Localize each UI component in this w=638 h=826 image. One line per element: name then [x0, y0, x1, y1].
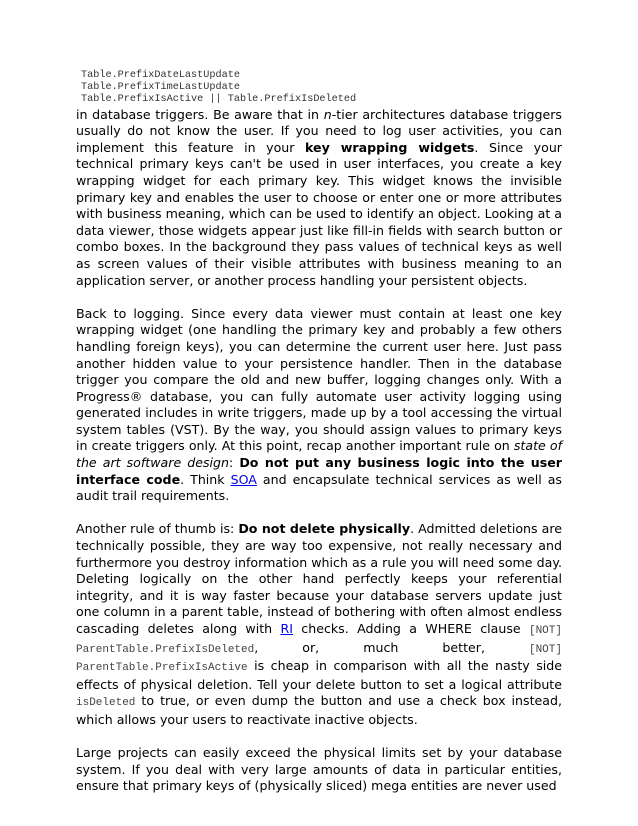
delete-rule: Do not delete physically	[238, 521, 411, 537]
code-isdeleted: [NOT] ParentTable.PrefixIsDeleted	[76, 625, 562, 656]
ri-link[interactable]: RI	[280, 621, 293, 637]
code-block	[76, 70, 562, 107]
soa-link[interactable]: SOA	[230, 471, 257, 487]
paragraph-large-projects: Large projects can easily exceed the physical limits set by your database system. If you deal with very large amounts of data in particular entities, ensure that primary keys of (physically sliced) mega entities are never used	[76, 745, 562, 794]
paragraph-delete: Another rule of thumb is: Do not delete physically. Admitted deletions are technically possible, they are way too expensive, not really necessary and furthermore you destroy information which as a rule you will need some day. Deleting logically on the other hand perfectly keeps your referential integrity, and it is way faster because your database servers update just one column in a parent table, instead of bothering with often almost endless cascading deletes along with RI checks. Adding a WHERE clause [NOT] ParentTable.PrefixIsDeleted, or, much better, [NOT] ParentTable.PrefixIsActive is cheap in comparison with all the nasty side effects of physical deletion. Tell your delete button to set a logical attribute isDeleted to true, or even dump the button and use a check box instead, which allows your users to reactivate inactive objects.	[76, 521, 562, 727]
business-logic-rule: Do not put any business logic into the user interface code	[76, 455, 563, 487]
code-line: Table.PrefixDateLastUpdate	[81, 70, 240, 81]
key-wrapping-widgets-term: key wrapping widgets	[305, 139, 475, 155]
code-isactive: [NOT] ParentTable.PrefixIsActive	[76, 643, 562, 675]
paragraph-logging: Back to logging. Since every data viewer must contain at least one key wrapping widget (one handling the primary key and probably a few others handling foreign keys), you can determine the current user here. Just pass another hidden value to your persistence handler. Then in the database trigger you compare the old and new buffer, logging changes only. With a Progress® database, you can fully automate user activity logging using generated includes in write triggers, made up by a tool accessing the virtual system tables (VST). By the way, you should assign values to primary keys in create triggers only. At this point, recap another important rule on state of the art software design: Do not put any business logic into the user interface code. Think SOA and encapsulate technical services as well as audit trail requirements.	[76, 305, 563, 504]
code-line: Table.PrefixTimeLastUpdate	[81, 82, 240, 94]
document-page	[76, 70, 562, 812]
paragraph-triggers: in database triggers. Be aware that in n-tier architectures database triggers usually do not know the user. If you need to log user activities, you can implement this feature in your key wrapping widgets. Since your technical primary keys can't be used in user interfaces, you create a key wrapping widget for each primary key. This widget knows the invisible primary key and enables the user to choose or enter one or more attributes with business meaning, which can be used to identify an object. Looking at a data viewer, those widgets appear just like fill-in fields with search button or combo boxes. In the background they pass values of technical keys as well as screen values of their visible attributes with business meaning to an application server, or another process handling your persistent objects.	[76, 106, 563, 288]
code-attribute: isDeleted	[76, 697, 136, 710]
code-line: Table.PrefixIsActive || Table.PrefixIsDeleted	[81, 94, 357, 106]
